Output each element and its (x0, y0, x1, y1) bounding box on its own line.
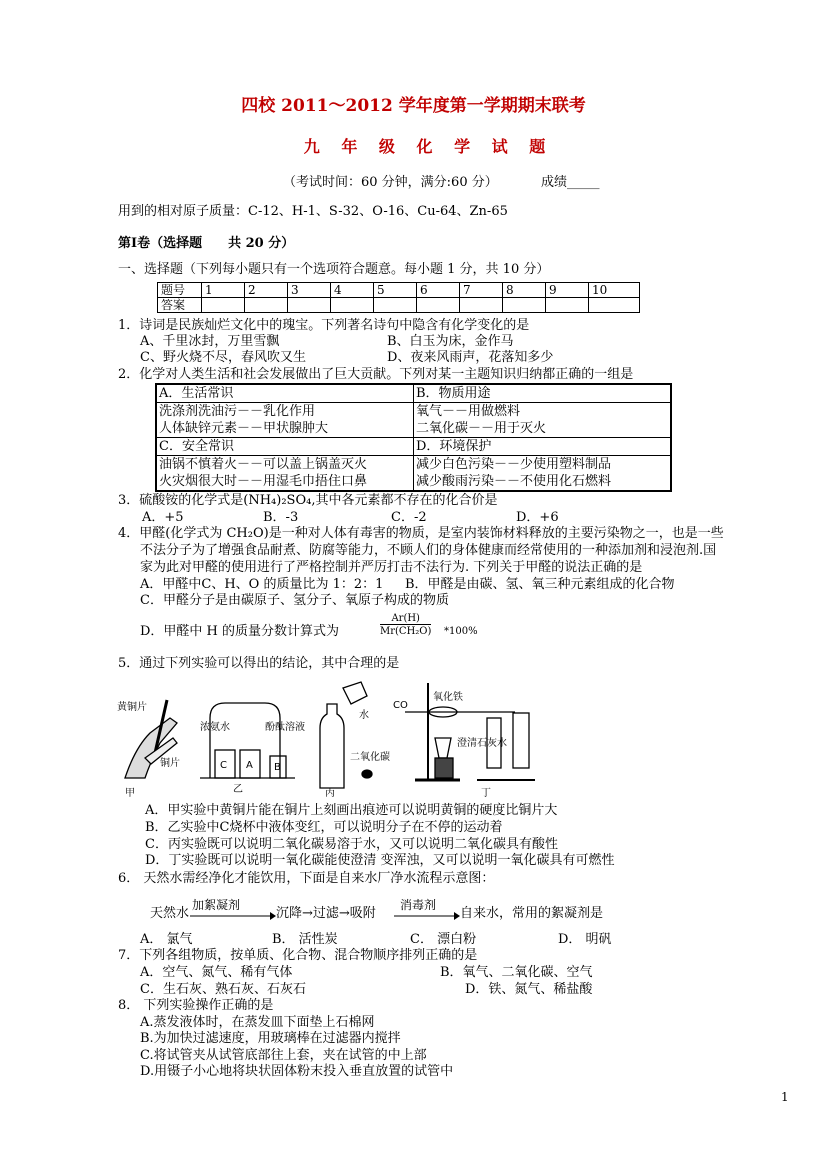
arrow2-label: 消毒剂 (400, 898, 437, 912)
fig-label-beaker-c: C (220, 760, 227, 771)
q5-option-b: B．乙实验中C烧杯中液体变红，可以说明分子在不停的运动着 (145, 820, 503, 835)
fig-label-limewater: 澄清石灰水 (457, 738, 507, 749)
q7-option-a: A．空气、氮气、稀有气体 (140, 965, 293, 980)
flow-end: 自来水，常用的絮凝剂是 (460, 906, 604, 921)
exam-info: （考试时间：60 分钟，满分:60 分） (283, 175, 498, 190)
q7-option-c: C．生石灰、熟石灰、石灰石 (140, 982, 306, 997)
table-cell: 4 (331, 283, 374, 298)
q8-stem: 8． 下列实验操作正确的是 (118, 998, 274, 1013)
table-cell: 6 (417, 283, 460, 298)
atomic-masses: 用到的相对原子质量：C-12、H-1、S-32、O-16、Cu-64、Zn-65 (118, 204, 508, 219)
table-row (158, 283, 640, 298)
q1-option-a: A、千里冰封，万里雪飘 (140, 334, 280, 349)
arrow1-label: 加絮凝剂 (192, 898, 241, 912)
q5-stem: 5．通过下列实验可以得出的结论，其中合理的是 (118, 656, 400, 671)
answer-cell[interactable] (460, 298, 503, 313)
q5-option-c: C．丙实验既可以说明二氧化碳易溶于水，又可以说明二氧化碳具有酸性 (145, 837, 558, 852)
fraction-denominator: Mr(CH₂O) (380, 626, 432, 637)
q5-option-a: A．甲实验中黄铜片能在铜片上刻画出痕迹可以说明黄铜的硬度比铜片大 (145, 803, 558, 818)
q4-option-c: C．甲醛分子是由碳原子、氢分子、氧原子构成的物质 (140, 593, 449, 608)
table-cell: A．生活常识 (156, 384, 414, 403)
q6-option-c: C． 漂白粉 (410, 932, 477, 947)
mass-fraction-formula (380, 613, 431, 637)
fig-label-co2: 二氧化碳 (350, 752, 390, 763)
table-row (156, 456, 671, 492)
fig-label-ammonia: 浓氨水 (200, 722, 230, 733)
cell-line: 人体缺锌元素－－甲状腺肿大 (159, 421, 329, 436)
fig-label-yi: 乙 (233, 784, 243, 795)
answer-cell[interactable] (589, 298, 640, 313)
table-row (156, 403, 671, 438)
fig-label-ding: 丁 (481, 788, 491, 798)
flow-arrow-icon (394, 912, 460, 920)
q6-option-d: D． 明矾 (558, 932, 612, 947)
answer-cell[interactable] (417, 298, 460, 313)
fig-label-water: 水 (359, 710, 369, 721)
fig-label-bing: 丙 (325, 788, 335, 798)
table-cell (156, 403, 414, 438)
q7-option-b: B．氧气、二氧化碳、空气 (440, 965, 593, 980)
fig-label-jia: 甲 (125, 788, 135, 798)
experiment-figure (115, 678, 545, 798)
table-cell: 题号 (158, 283, 202, 298)
answer-cell[interactable] (202, 298, 245, 313)
q3-option-d: D．+6 (516, 510, 559, 525)
page-number: 1 (781, 1090, 789, 1104)
q3-option-c: C．-2 (391, 510, 427, 525)
flow-arrow-icon (190, 912, 276, 920)
q4-line3: 家为此对甲醛的使用进行了严格控制并严厉打击不法行为. 下列关于甲醛的说法正确的是 (140, 560, 643, 575)
cell-line: 二氧化碳－－用于灭火 (416, 421, 547, 436)
fig-label-brass: 黄铜片 (117, 702, 147, 713)
q1-stem: 1．诗词是民族灿烂文化中的瑰宝。下列著名诗句中隐含有化学变化的是 (118, 318, 530, 333)
q6-option-a: A． 氯气 (140, 932, 193, 947)
q6-stem: 6． 天然水需经净化才能饮用，下面是自来水厂净水流程示意图： (118, 871, 495, 886)
table-row (158, 298, 640, 313)
table-cell (414, 456, 672, 492)
table-row (156, 384, 671, 403)
table-cell: 3 (288, 283, 331, 298)
section-heading: 一、选择题（下列每小题只有一个选项符合题意。每小题 1 分，共 10 分） (118, 262, 550, 277)
q1-option-d: D、夜来风雨声，花落知多少 (387, 350, 554, 365)
q4-line1: 4．甲醛(化学式为 CH₂O)是一种对人体有毒害的物质，是室内装饰材料释放的主要污染物之一，也是一些 (118, 526, 724, 541)
q7-stem: 7．下列各组物质，按单质、化合物、混合物顺序排列正确的是 (118, 948, 478, 963)
table-cell: 9 (546, 283, 589, 298)
answer-cell[interactable] (546, 298, 589, 313)
flow-start: 天然水 (150, 906, 190, 921)
q3-option-b: B．-3 (263, 510, 299, 525)
cell-line: 氧气－－用做燃料 (416, 404, 521, 419)
fraction-numerator: Ar(H) (380, 613, 431, 625)
table-cell (156, 456, 414, 492)
q8-option-a: A.蒸发液体时，在蒸发皿下面垫上石棉网 (140, 1015, 375, 1030)
table-cell: 8 (503, 283, 546, 298)
cell-line: 减少白色污染－－少使用塑料制品 (416, 457, 612, 472)
table-cell: D．环境保护 (414, 438, 672, 456)
table-row (156, 438, 671, 456)
fig-label-co: CO (393, 700, 408, 711)
table-cell: 7 (460, 283, 503, 298)
fig-label-beaker-a: A (246, 760, 253, 771)
knowledge-table (155, 383, 672, 492)
q4-line2: 不法分子为了增强食品耐煮、防腐等能力，不顾人们的身体健康而经常使用的一种添加剂和浸泡剂.国 (140, 543, 717, 558)
table-cell: 5 (374, 283, 417, 298)
q1-option-c: C、野火烧不尽，春风吹又生 (140, 350, 306, 365)
table-cell: B．物质用途 (414, 384, 672, 403)
table-cell (414, 403, 672, 438)
answer-cell[interactable] (245, 298, 288, 313)
q5-option-d: D．丁实验既可以说明一氧化碳能使澄清 变浑浊，又可以说明一氧化碳具有可燃性 (145, 853, 615, 868)
part1-heading: 第Ⅰ卷（选择题 共 20 分） (118, 236, 295, 251)
answer-cell[interactable] (331, 298, 374, 313)
cell-line: 洗涤剂洗油污－－乳化作用 (159, 404, 316, 419)
answer-cell[interactable] (374, 298, 417, 313)
answer-cell[interactable] (288, 298, 331, 313)
table-cell: 10 (589, 283, 640, 298)
table-cell: 2 (245, 283, 288, 298)
q3-option-a: A．+5 (142, 510, 184, 525)
q1-option-b: B、白玉为床，金作马 (387, 334, 514, 349)
fig-label-cuo: 氧化铁 (433, 692, 463, 703)
q4-option-b: B．甲醛是由碳、氢、氧三种元素组成的化合物 (405, 577, 675, 592)
fig-label-phenol: 酚酞溶液 (265, 722, 305, 733)
answer-table (157, 282, 640, 313)
q4-option-a: A．甲醛中C、H、O 的质量比为 1：2：1 (140, 577, 384, 592)
table-cell: C．安全常识 (156, 438, 414, 456)
q8-option-c: C.将试管夹从试管底部往上套，夹在试管的中上部 (140, 1048, 427, 1063)
fraction-suffix: *100% (444, 626, 478, 637)
q8-option-b: B.为加快过滤速度，用玻璃棒在过滤器内搅拌 (140, 1031, 401, 1046)
fig-label-copper: 铜片 (160, 758, 180, 769)
cell-line: 火灾烟很大时－－用湿毛巾捂住口鼻 (159, 474, 368, 489)
answer-cell[interactable] (503, 298, 546, 313)
q7-option-d: D．铁、氮气、稀盐酸 (465, 982, 593, 997)
cell-line: 油锅不慎着火－－可以盖上锅盖灭火 (159, 457, 368, 472)
cell-line: 减少酸雨污染－－不使用化石燃料 (416, 474, 612, 489)
q6-option-b: B． 活性炭 (272, 932, 338, 947)
flow-mid: 沉降→过滤→吸附 (276, 906, 376, 921)
q2-stem: 2．化学对人类生活和社会发展做出了巨大贡献。下列对某一主题知识归纳都正确的一组是 (118, 367, 634, 382)
table-cell: 答案 (158, 298, 202, 313)
table-cell: 1 (202, 283, 245, 298)
q8-option-d: D.用镊子小心地将块状固体粉末投入垂直放置的试管中 (140, 1064, 454, 1079)
score-label: 成绩_____ (541, 175, 600, 190)
exam-title: 四校 2011～2012 学年度第一学期期末联考 (241, 96, 586, 116)
q4-option-d: D．甲醛中 H 的质量分数计算式为 (140, 624, 340, 639)
exam-subtitle: 九 年 级 化 学 试 题 (303, 137, 554, 156)
fig-label-beaker-b: B (274, 762, 281, 773)
q3-stem: 3．硫酸铵的化学式是(NH₄)₂SO₄,其中各元素都不存在的化合价是 (118, 493, 498, 508)
